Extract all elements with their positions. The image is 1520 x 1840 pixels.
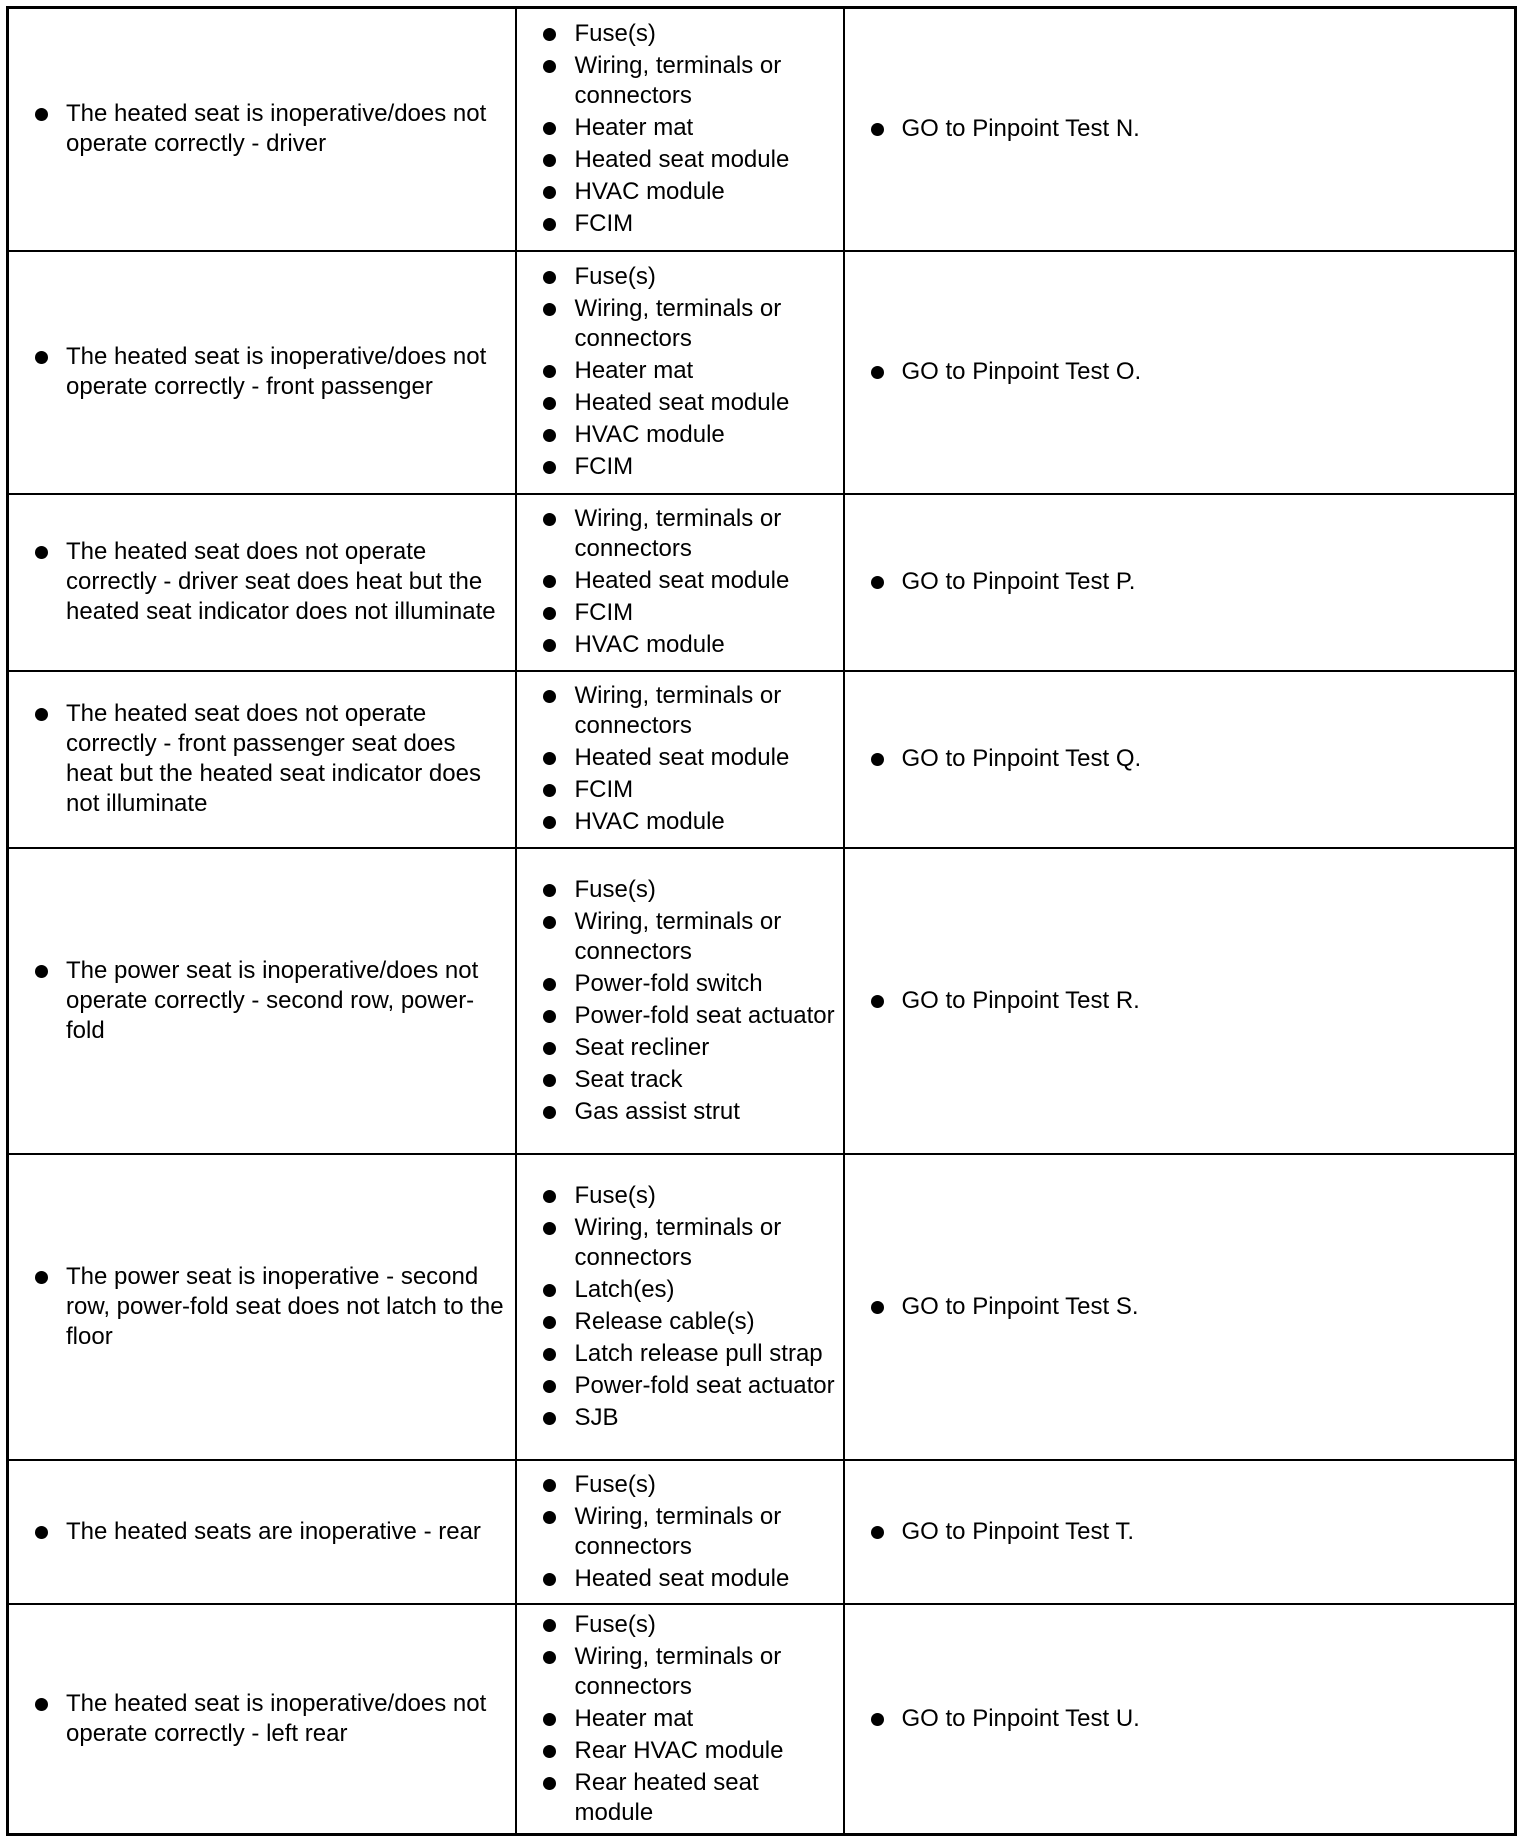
action-cell	[844, 1154, 1516, 1460]
symptom-text: The power seat is inoperative/does not operate correctly - second row, power-fold	[9, 955, 515, 1047]
table-row	[8, 8, 1516, 251]
possible-source-item: Latch release pull strap	[517, 1338, 843, 1370]
possible-source-item: Fuse(s)	[517, 874, 843, 906]
possible-source-item: FCIM	[517, 774, 843, 806]
possible-source-item: Power-fold seat actuator	[517, 1370, 843, 1402]
possible-source-item: Wiring, terminals or connectors	[517, 1501, 843, 1563]
possible-source-cell	[516, 8, 844, 251]
possible-source-cell	[516, 1604, 844, 1835]
symptom-text: The heated seat does not operate correctly - driver seat does heat but the heated seat indicator does not illuminate	[9, 536, 515, 628]
symptom-text: The heated seat is inoperative/does not operate correctly - front passenger	[9, 341, 515, 403]
possible-source-cell	[516, 1460, 844, 1604]
possible-source-cell	[516, 251, 844, 494]
action-text: GO to Pinpoint Test S.	[845, 1291, 1515, 1323]
action-cell	[844, 1460, 1516, 1604]
possible-source-item: Seat track	[517, 1064, 843, 1096]
possible-source-item: Wiring, terminals or connectors	[517, 293, 843, 355]
action-text: GO to Pinpoint Test T.	[845, 1516, 1515, 1548]
possible-source-item: Heater mat	[517, 1703, 843, 1735]
possible-source-item: Gas assist strut	[517, 1096, 843, 1128]
possible-source-cell	[516, 671, 844, 848]
possible-source-cell	[516, 848, 844, 1154]
possible-source-item: FCIM	[517, 208, 843, 240]
symptom-cell	[8, 494, 516, 671]
possible-source-item: Rear heated seat module	[517, 1767, 843, 1829]
possible-source-item: FCIM	[517, 451, 843, 483]
table-row	[8, 251, 1516, 494]
possible-source-item: HVAC module	[517, 806, 843, 838]
possible-source-item: Fuse(s)	[517, 18, 843, 50]
action-text: GO to Pinpoint Test P.	[845, 566, 1515, 598]
symptom-text: The heated seat is inoperative/does not operate correctly - left rear	[9, 1688, 515, 1750]
possible-source-item: Wiring, terminals or connectors	[517, 50, 843, 112]
action-cell	[844, 848, 1516, 1154]
symptom-cell	[8, 848, 516, 1154]
action-text: GO to Pinpoint Test O.	[845, 356, 1515, 388]
symptom-text: The heated seat is inoperative/does not operate correctly - driver	[9, 98, 515, 160]
possible-source-item: HVAC module	[517, 629, 843, 661]
symptom-cell	[8, 8, 516, 251]
possible-source-item: FCIM	[517, 597, 843, 629]
possible-source-item: Heated seat module	[517, 144, 843, 176]
possible-source-item: Power-fold switch	[517, 968, 843, 1000]
possible-source-item: HVAC module	[517, 419, 843, 451]
possible-source-item: Fuse(s)	[517, 1609, 843, 1641]
possible-source-item: Power-fold seat actuator	[517, 1000, 843, 1032]
symptom-cell	[8, 1460, 516, 1604]
possible-source-item: Fuse(s)	[517, 1180, 843, 1212]
action-text: GO to Pinpoint Test Q.	[845, 743, 1515, 775]
possible-source-item: Wiring, terminals or connectors	[517, 1212, 843, 1274]
table-row	[8, 671, 1516, 848]
possible-source-cell	[516, 1154, 844, 1460]
action-cell	[844, 251, 1516, 494]
possible-source-item: Heater mat	[517, 112, 843, 144]
table-row	[8, 494, 1516, 671]
possible-source-item: Wiring, terminals or connectors	[517, 906, 843, 968]
symptom-cell	[8, 671, 516, 848]
possible-source-item: Seat recliner	[517, 1032, 843, 1064]
symptom-text: The heated seat does not operate correctly - front passenger seat does heat but the heated seat indicator does not illuminate	[9, 698, 515, 820]
table-row	[8, 848, 1516, 1154]
possible-source-item: Latch(es)	[517, 1274, 843, 1306]
symptom-chart-table	[6, 6, 1517, 1836]
possible-source-item: Heated seat module	[517, 387, 843, 419]
symptom-cell	[8, 1154, 516, 1460]
symptom-text: The power seat is inoperative - second row, power-fold seat does not latch to the floor	[9, 1261, 515, 1353]
possible-source-item: Heater mat	[517, 355, 843, 387]
possible-source-item: Heated seat module	[517, 1563, 843, 1595]
table-row	[8, 1460, 1516, 1604]
symptom-text: The heated seats are inoperative - rear	[9, 1516, 515, 1548]
possible-source-item: Wiring, terminals or connectors	[517, 1641, 843, 1703]
action-text: GO to Pinpoint Test N.	[845, 113, 1515, 145]
table-row	[8, 1604, 1516, 1835]
action-cell	[844, 8, 1516, 251]
action-cell	[844, 1604, 1516, 1835]
possible-source-item: Release cable(s)	[517, 1306, 843, 1338]
possible-source-item: Wiring, terminals or connectors	[517, 503, 843, 565]
action-text: GO to Pinpoint Test U.	[845, 1703, 1515, 1735]
table-row	[8, 1154, 1516, 1460]
possible-source-item: Rear HVAC module	[517, 1735, 843, 1767]
action-text: GO to Pinpoint Test R.	[845, 985, 1515, 1017]
action-cell	[844, 671, 1516, 848]
possible-source-item: Fuse(s)	[517, 1469, 843, 1501]
symptom-cell	[8, 251, 516, 494]
possible-source-item: Heated seat module	[517, 742, 843, 774]
possible-source-item: Heated seat module	[517, 565, 843, 597]
possible-source-item: HVAC module	[517, 176, 843, 208]
possible-source-item: Wiring, terminals or connectors	[517, 680, 843, 742]
symptom-chart-body	[8, 8, 1516, 1835]
symptom-cell	[8, 1604, 516, 1835]
possible-source-cell	[516, 494, 844, 671]
possible-source-item: SJB	[517, 1402, 843, 1434]
possible-source-item: Fuse(s)	[517, 261, 843, 293]
action-cell	[844, 494, 1516, 671]
